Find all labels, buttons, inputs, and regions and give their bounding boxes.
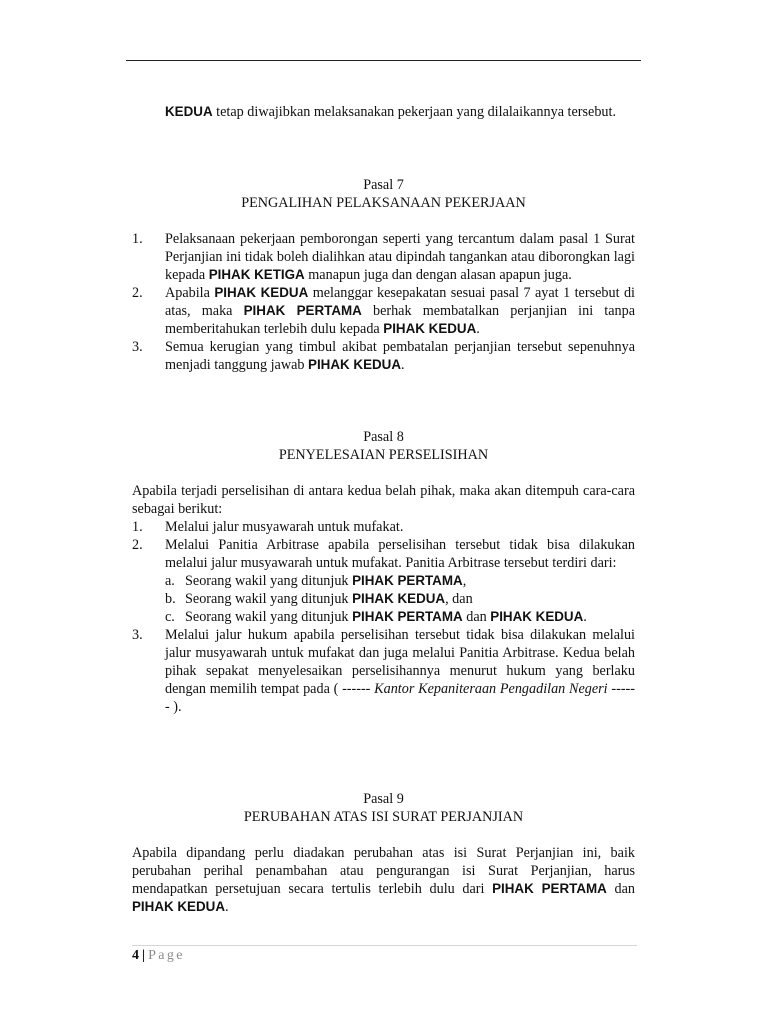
paragraph-text: tetap diwajibkan melaksanakan pekerjaan yang dilalaikannya tersebut. (212, 104, 617, 120)
item-text: Semua kerugian yang timbul akibat pembatalan perjanjian tersebut sepenuhnya menjadi tanggung jawab (165, 339, 635, 373)
paragraph-text: . (225, 899, 229, 915)
list-item (132, 626, 635, 716)
item-text: Pelaksanaan pekerjaan pemborongan seperti yang tercantum dalam pasal 1 Surat Perjanjian ini tidak boleh dialihkan atau dipindah tangankan atau diborongkan lagi kepada (165, 231, 635, 283)
sub-list-item (165, 608, 635, 626)
bold-party: PIHAK PERTAMA (492, 881, 607, 896)
item-text: Melalui jalur hukum apabila perselisihan tersebut tidak bisa dilakukan melalui jalur musyawarah untuk mufakat dan juga melalui Panitia Arbitrase. Kedua belah pihak sepakat menyelesaikan perselisihannya menurut hukum yang berlaku dengan memilih tempat pada ( ------ (165, 627, 635, 697)
list-item (132, 230, 635, 284)
item-text: . (583, 609, 587, 625)
paragraph-text: dan (606, 881, 635, 897)
item-text: Melalui Panitia Arbitrase apabila perselisihan tersebut tidak bisa dilakukan melalui jalur musyawarah untuk mufakat. Panitia Arbitrase tersebut terdiri dari: (165, 537, 635, 571)
bold-party: PIHAK KEDUA (383, 321, 477, 336)
item-text: Apabila (165, 285, 215, 301)
pasal-9-title: PERUBAHAN ATAS ISI SURAT PERJANJIAN (243, 809, 524, 825)
bold-party: PIHAK PERTAMA (352, 573, 463, 588)
item-number: 2. (132, 537, 143, 553)
pasal-9-number: Pasal 9 (363, 791, 404, 807)
list-item (132, 284, 635, 338)
item-text: dan (462, 609, 491, 625)
item-number: 1. (132, 519, 143, 535)
bold-party: PIHAK KETIGA (208, 267, 305, 282)
continuation-paragraph (165, 103, 635, 121)
item-text: Melalui jalur musyawarah untuk mufakat. (165, 519, 404, 535)
bold-party: PIHAK KEDUA (132, 899, 225, 914)
sub-list-item (165, 572, 635, 590)
item-text: ------ ). (165, 681, 636, 715)
header-rule (126, 60, 641, 61)
paragraph-text: Apabila dipandang perlu diadakan perubahan atas isi Surat Perjanjian ini, baik perubahan perihal penambahan atau pengurangan isi Surat Perjanjian, harus mendapatkan persetujuan secara tertulis terlebih dulu dari (132, 845, 635, 897)
pasal-8-title: PENYELESAIAN PERSELISIHAN (278, 447, 489, 463)
item-text: berhak membatalkan perjanjian ini tanpa memberitahukan terlebih dulu kepada (165, 303, 635, 337)
page-footer (132, 947, 185, 965)
page-number: 4 (132, 948, 139, 963)
bold-party: PIHAK KEDUA (352, 591, 446, 606)
list-item (132, 518, 635, 536)
pasal-7-title: PENGALIHAN PELAKSANAAN PEKERJAAN (241, 195, 526, 211)
list-item (132, 338, 635, 374)
footer-separator: | (142, 948, 146, 963)
item-number: 2. (132, 285, 143, 301)
page-label: Page (148, 948, 185, 963)
item-text: . (476, 321, 480, 337)
pasal-9-paragraph (132, 844, 635, 916)
item-number: 3. (132, 339, 143, 355)
sub-item-letter: c. (165, 609, 175, 625)
item-text: . (401, 357, 405, 373)
item-text: manapun juga dan dengan alasan apapun juga. (304, 267, 572, 283)
bold-party: PIHAK KEDUA (214, 285, 309, 300)
bold-party: PIHAK PERTAMA (352, 609, 463, 624)
pasal-7-number: Pasal 7 (363, 177, 404, 193)
item-text: melanggar kesepakatan sesuai pasal 7 ayat 1 tersebut di atas, maka (165, 285, 635, 319)
item-text: Seorang wakil yang ditunjuk (185, 591, 353, 607)
item-number: 3. (132, 627, 143, 643)
sub-item-letter: b. (165, 591, 176, 607)
bold-party: PIHAK KEDUA (490, 609, 584, 624)
list-item (132, 536, 635, 626)
item-text: Seorang wakil yang ditunjuk (185, 609, 353, 625)
item-text: , dan (445, 591, 473, 607)
pasal-8-intro: Apabila terjadi perselisihan di antara kedua belah pihak, maka akan ditempuh cara-cara sebagai berikut: (132, 483, 635, 517)
bold-party: KEDUA (165, 104, 213, 119)
sub-item-letter: a. (165, 573, 175, 589)
pasal-8-list (132, 518, 635, 716)
arbitration-members-list (165, 572, 635, 626)
bold-party: PIHAK PERTAMA (243, 303, 362, 318)
footer-rule (132, 945, 637, 946)
italic-location: Kantor Kepaniteraan Pengadilan Negeri (374, 681, 608, 697)
pasal-7-list (132, 230, 635, 374)
item-text: , (462, 573, 467, 589)
sub-list-item (165, 590, 635, 608)
pasal-8-number: Pasal 8 (363, 429, 404, 445)
bold-party: PIHAK KEDUA (308, 357, 402, 372)
item-number: 1. (132, 231, 143, 247)
item-text: Seorang wakil yang ditunjuk (185, 573, 353, 589)
